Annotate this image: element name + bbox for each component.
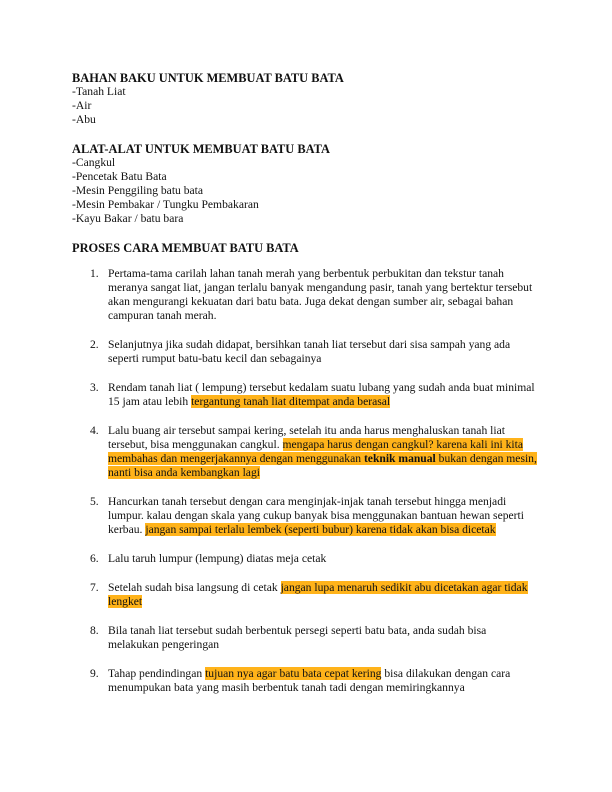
alat-item: -Kayu Bakar / batu bara xyxy=(72,212,184,226)
step-item xyxy=(72,424,540,481)
step-number: 1. xyxy=(90,266,99,280)
step-number: 7. xyxy=(90,580,99,594)
step-number: 3. xyxy=(90,380,99,394)
proses-title: PROSES CARA MEMBUAT BATU BATA xyxy=(72,240,299,255)
bahan-item: -Air xyxy=(72,99,92,113)
step-text: Tahap pendindingan xyxy=(108,666,206,680)
step-item xyxy=(72,381,540,409)
step-highlight: mengapa harus dengan cangkul? karena kali ini kita membahas dan mengerjakannya dengan menggunakan xyxy=(108,437,523,466)
step-number: 5. xyxy=(90,495,99,509)
step-item xyxy=(72,667,540,695)
step-highlight: bukan dengan mesin, nanti bisa anda kembangkan lagi xyxy=(108,452,537,480)
step-number: 9. xyxy=(90,666,99,680)
step-item xyxy=(72,267,540,324)
step-text: Setelah sudah bisa langsung di cetak xyxy=(108,580,281,594)
step-text: Bila tanah liat tersebut sudah berbentuk persegi seperti batu bata, anda sudah bisa melakukan pengeringan xyxy=(108,623,487,651)
alat-item: -Cangkul xyxy=(72,155,116,169)
step-text-tail: bisa dilakukan dengan cara menumpukan bata yang masih berbentuk tanah tadi dengan memiringkannya xyxy=(108,666,511,694)
step-text: Lalu taruh lumpur (lempung) diatas meja cetak xyxy=(108,552,327,566)
alat-item: -Mesin Penggiling batu bata xyxy=(72,184,204,198)
step-number: 6. xyxy=(90,552,99,566)
step-highlight-bold: teknik manual xyxy=(363,452,436,466)
step-number: 4. xyxy=(90,423,99,437)
step-text: Hancurkan tanah tersebut dengan cara menginjak-injak tanah tersebut hingga menjadi lumpur. kalau dengan skala yang cukup banyak bisa menggunakan bantuan hewan seperti kerbau. xyxy=(108,495,524,537)
step-highlight: jangan lupa menaruh sedikit abu dicetakan agar tidak lengket xyxy=(108,580,528,609)
step-highlight: tujuan nya agar batu bata cepat kering xyxy=(205,666,382,680)
alat-title: ALAT-ALAT UNTUK MEMBUAT BATU BATA xyxy=(72,141,330,156)
step-item xyxy=(72,338,540,366)
alat-item: -Mesin Pembakar / Tungku Pembakaran xyxy=(72,198,259,212)
step-number: 8. xyxy=(90,623,99,637)
step-text: Selanjutnya jika sudah didapat, bersihkan tanah liat tersebut dari sisa sampah yang ada seperti rumput batu-batu kecil dan sebagainya xyxy=(108,337,511,366)
step-item xyxy=(72,624,540,652)
step-item xyxy=(72,495,540,538)
alat-item: -Pencetak Batu Bata xyxy=(72,169,167,183)
bahan-item: -Abu xyxy=(72,113,96,127)
step-highlight: tergantung tanah liat ditempat anda berasal xyxy=(191,395,391,409)
step-text: Rendam tanah liat ( lempung) tersebut kedalam suatu lubang yang sudah anda buat minimal 15 jam atau lebih xyxy=(108,380,535,409)
step-item xyxy=(72,581,540,609)
step-item xyxy=(72,552,540,566)
step-text: Lalu buang air tersebut sampai kering, setelah itu anda harus menghaluskan tanah liat tersebut, bisa menggunakan cangkul. xyxy=(108,423,505,451)
bahan-title: BAHAN BAKU UNTUK MEMBUAT BATU BATA xyxy=(72,71,344,85)
step-text: Pertama-tama carilah lahan tanah merah yang berbentuk perbukitan dan tekstur tanah meranya sangat liat, jangan terlalu banyak mengandung pasir, tanah yang bertektur tersebut akan mengurangi kekuatan dari batu bata. Juga dekat dengan sumber air, sebagai bahan campuran tanah merah. xyxy=(108,266,533,323)
step-highlight: jangan sampai terlalu lembek (seperti bubur) karena tidak akan bisa dicetak xyxy=(145,523,496,537)
proses-steps-list xyxy=(72,267,540,695)
step-number: 2. xyxy=(90,337,99,351)
bahan-item: -Tanah Liat xyxy=(72,85,126,98)
